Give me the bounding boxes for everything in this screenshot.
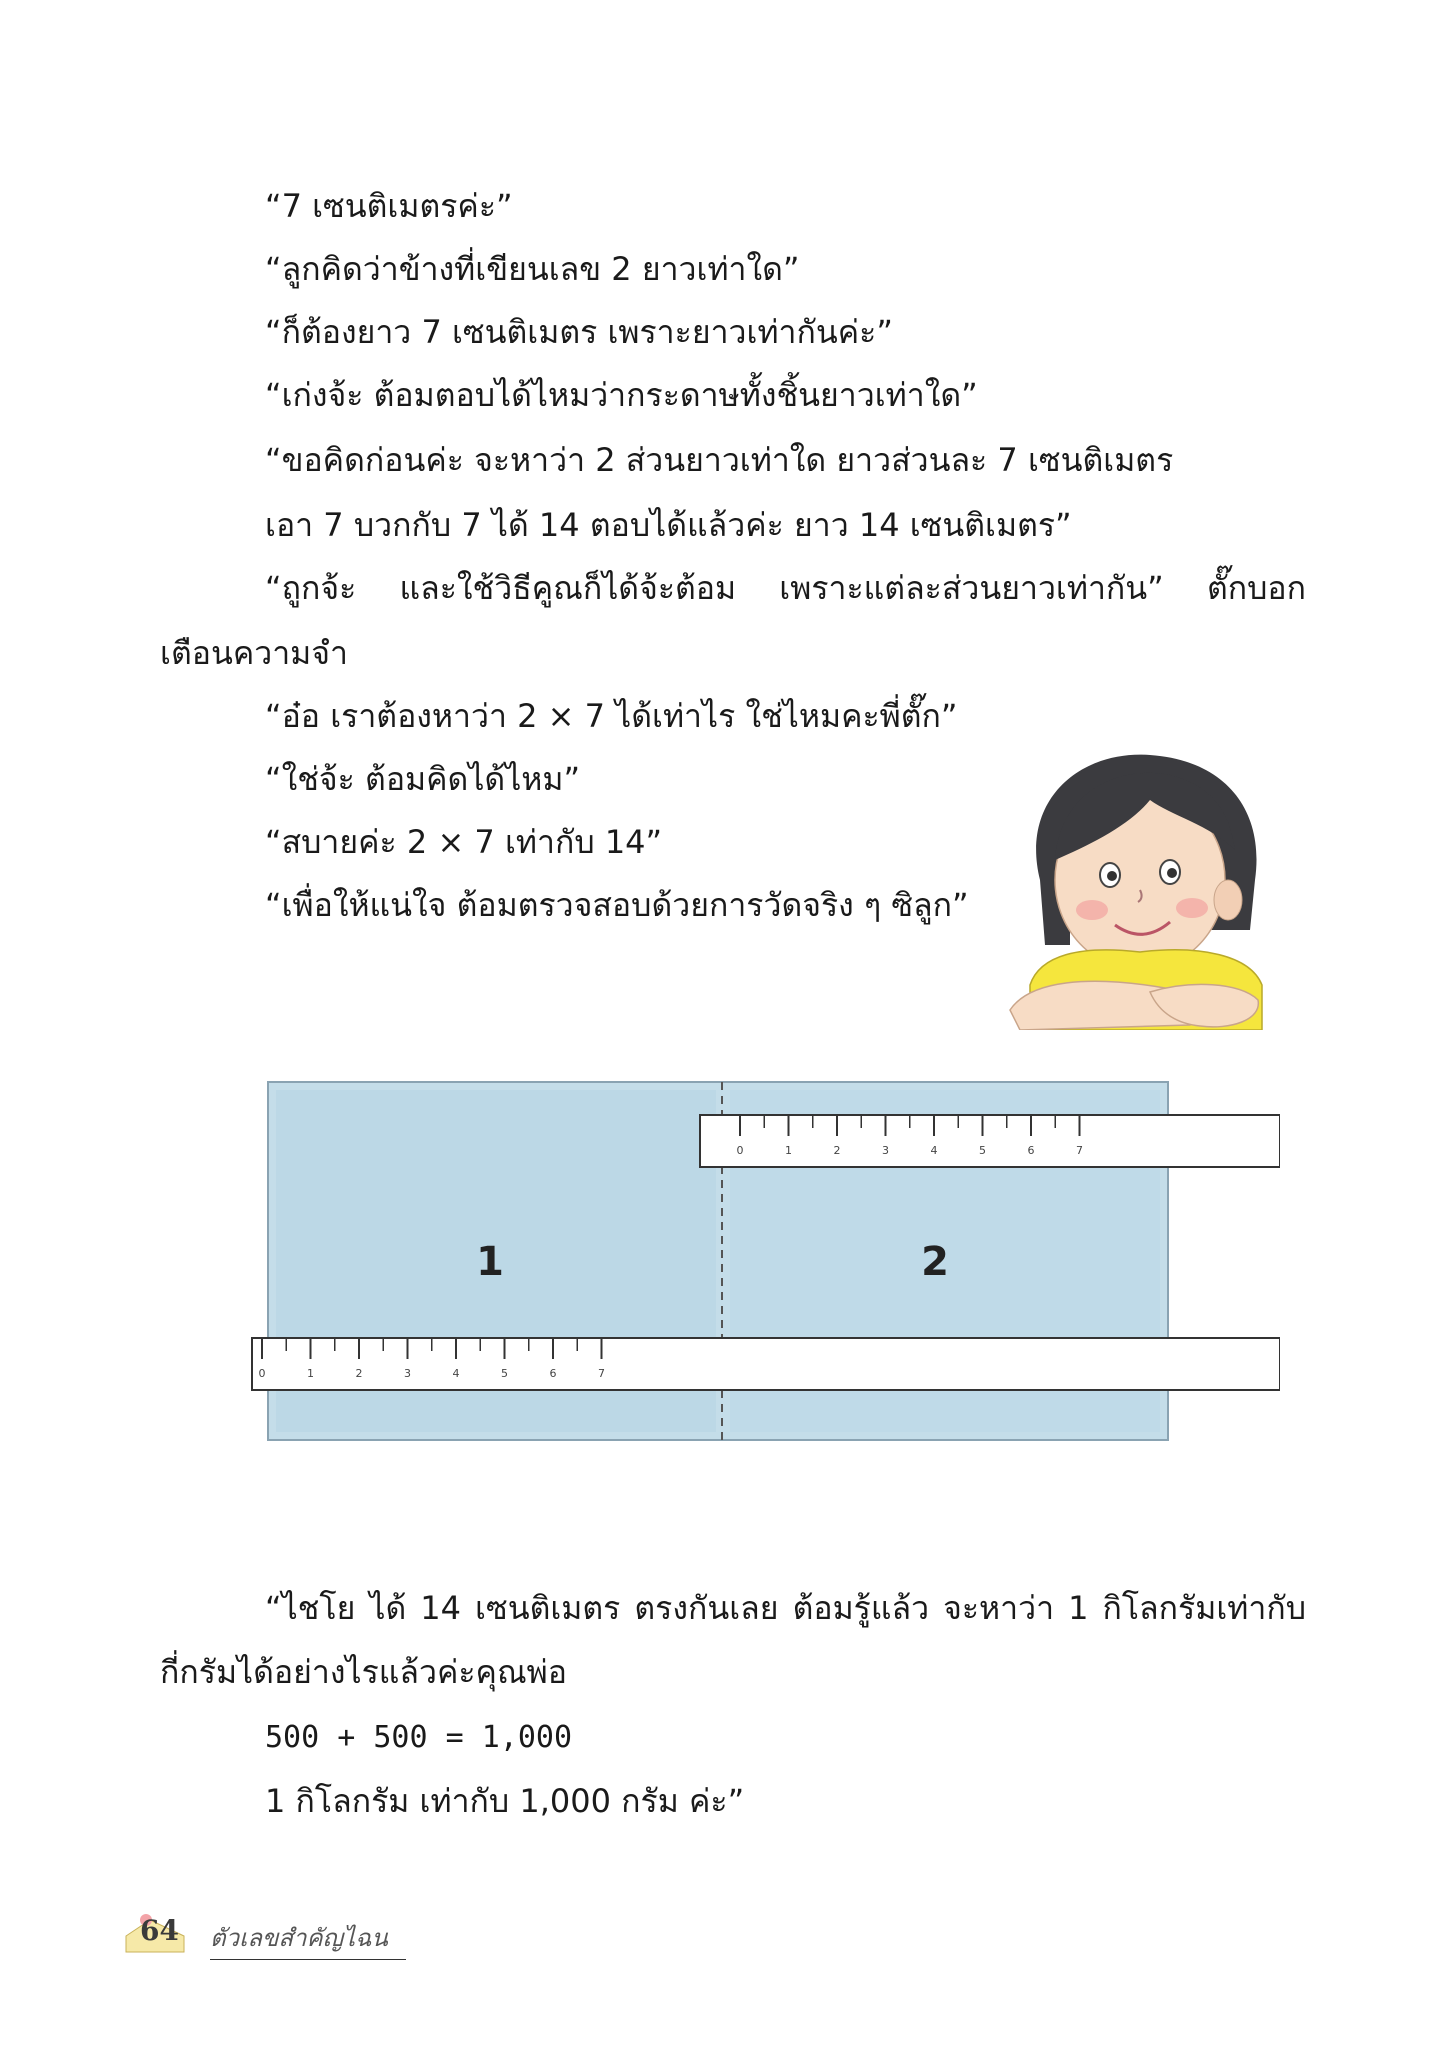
dialogue-line-7-cont: เตือนความจำ: [160, 634, 348, 672]
dialogue-line-3: “ก็ต้องยาว 7 เซนติเมตร เพราะยาวเท่ากันค่ะ”: [265, 313, 893, 351]
ruler-bottom-tick-label-0: 0: [258, 1367, 266, 1380]
dialogue-line-5: “ขอคิดก่อนค่ะ จะหาว่า 2 ส่วนยาวเท่าใด ยาวส่วนละ 7 เซนติเมตร: [265, 441, 1174, 479]
book-title: ตัวเลขสำคัญไฉน: [210, 1918, 406, 1960]
dialogue-line-4: “เก่งจ้ะ ต้อมตอบได้ไหมว่ากระดาษทั้งชิ้นยาวเท่าใด”: [265, 376, 978, 414]
girl-illustration: [1000, 730, 1300, 1030]
measurement-figure: [240, 1060, 1280, 1460]
ruler-bottom: [252, 1338, 1280, 1390]
page-number: 64: [140, 1914, 179, 1947]
ruler-bottom-tick-label-6: 6: [549, 1367, 557, 1380]
ruler-bottom-tick-label-1: 1: [307, 1367, 314, 1380]
ruler-top-tick-label-4: 4: [930, 1144, 938, 1157]
ruler-top-tick-label-0: 0: [736, 1144, 744, 1157]
dialogue-line-2: “ลูกคิดว่าข้างที่เขียนเลข 2 ยาวเท่าใด”: [265, 250, 800, 288]
ruler-bottom-tick-label-7: 7: [598, 1367, 605, 1380]
dialogue-line-8: “อ๋อ เราต้องหาว่า 2 × 7 ได้เท่าไร ใช่ไหมคะพี่ตั๊ก”: [265, 697, 958, 735]
ruler-bottom-tick-label-4: 4: [452, 1367, 460, 1380]
part-label-2: 2: [921, 1239, 949, 1285]
ruler-bottom-tick-label-5: 5: [501, 1367, 508, 1380]
dialogue-line-9: “ใช่จ้ะ ต้อมคิดได้ไหม”: [265, 760, 581, 798]
dialogue-line-7: “ถูกจ้ะ และใช้วิธีคูณก็ได้จ้ะต้อม เพราะแต่ละส่วนยาวเท่ากัน” ตั๊กบอก: [265, 569, 1306, 607]
ruler-top: [700, 1115, 1280, 1167]
dialogue-line-11: “เพื่อให้แน่ใจ ต้อมตรวจสอบด้วยการวัดจริง ๆ ซิลูก”: [265, 886, 969, 924]
dialogue-line-1: “7 เซนติเมตรค่ะ”: [265, 187, 513, 225]
ruler-top-tick-label-7: 7: [1076, 1144, 1083, 1157]
page-footer: [120, 1908, 420, 1958]
dialogue-line-13: 1 กิโลกรัม เท่ากับ 1,000 กรัม ค่ะ”: [265, 1782, 745, 1820]
ruler-bottom-tick-label-3: 3: [404, 1367, 411, 1380]
dialogue-line-12: “ไชโย ได้ 14 เซนติเมตร ตรงกันเลย ต้อมรู้แล้ว จะหาว่า 1 กิโลกรัมเท่ากับ: [265, 1589, 1306, 1627]
part-label-1: 1: [476, 1239, 504, 1285]
ruler-top-tick-label-2: 2: [833, 1144, 841, 1157]
equation-line: 500 + 500 = 1,000: [265, 1720, 573, 1755]
ruler-top-tick-label-1: 1: [785, 1144, 792, 1157]
ruler-bottom-tick-label-2: 2: [355, 1367, 363, 1380]
ruler-top-tick-label-6: 6: [1027, 1144, 1035, 1157]
dialogue-line-10: “สบายค่ะ 2 × 7 เท่ากับ 14”: [265, 823, 663, 861]
ruler-top-tick-label-5: 5: [979, 1144, 986, 1157]
dialogue-line-6: เอา 7 บวกกับ 7 ได้ 14 ตอบได้แล้วค่ะ ยาว 14 เซนติเมตร”: [265, 506, 1072, 544]
dialogue-line-12-cont: กี่กรัมได้อย่างไรแล้วค่ะคุณพ่อ: [160, 1653, 567, 1691]
ruler-top-tick-label-3: 3: [882, 1144, 889, 1157]
